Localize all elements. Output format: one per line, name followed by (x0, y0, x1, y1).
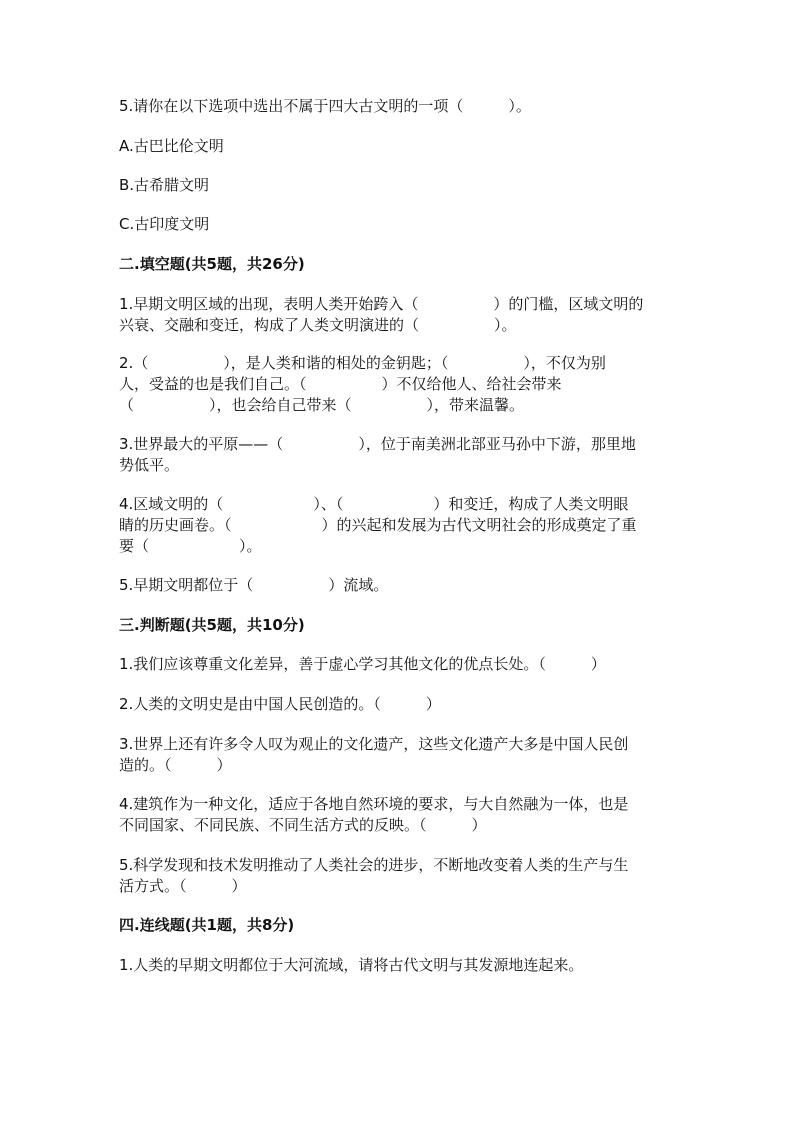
option-b: B.古希腊文明 (119, 176, 210, 194)
judge-q3-line1: 3.世界上还有许多令人叹为观止的文化遗产，这些文化遗产大多是中国人民创 (119, 735, 629, 753)
judge-section-heading: 三.判断题(共5题，共10分) (119, 616, 305, 634)
fill-q2-line1: 2.（ ），是人类和谐的相处的金钥匙；（ ），不仅为别 (119, 354, 606, 372)
judge-q4-line2: 不同国家、不同民族、不同生活方式的反映。（ ） (119, 816, 487, 834)
judge-q3-line2: 造的。（ ） (119, 756, 232, 774)
fill-q4-line3: 要（ ）。 (119, 537, 262, 555)
match-section-heading: 四.连线题(共1题，共8分) (119, 916, 295, 934)
fill-q3-line1: 3.世界最大的平原——（ ），位于南美洲北部亚马孙中下游，那里地 (119, 435, 636, 453)
fill-section-heading: 二.填空题(共5题，共26分) (119, 255, 305, 273)
fill-q2-line3: （ ），也会给自己带来（ ），带来温馨。 (119, 396, 525, 414)
fill-q1-line1: 1.早期文明区域的出现，表明人类开始跨入（ ）的门槛，区域文明的 (119, 295, 644, 313)
judge-q2: 2.人类的文明史是由中国人民创造的。（ ） (119, 695, 441, 713)
option-c: C.古印度文明 (119, 215, 210, 233)
fill-q3-line2: 势低平。 (119, 456, 180, 474)
fill-q4-line2: 睛的历史画卷。（ ）的兴起和发展为古代文明社会的形成奠定了重 (119, 516, 637, 534)
option-a: A.古巴比伦文明 (119, 137, 224, 155)
match-q1: 1.人类的早期文明都位于大河流域，请将古代文明与其发源地连起来。 (119, 956, 584, 974)
judge-q5-line2: 活方式。（ ） (119, 877, 247, 895)
judge-q4-line1: 4.建筑作为一种文化，适应于各地自然环境的要求，与大自然融为一体，也是 (119, 795, 629, 813)
fill-q1-line2: 兴衰、交融和变迁，构成了人类文明演进的（ ）。 (119, 316, 517, 334)
fill-q4-line1: 4.区域文明的（ ）、（ ）和变迁，构成了人类文明眼 (119, 495, 629, 513)
judge-q5-line1: 5.科学发现和技术发明推动了人类社会的进步，不断地改变着人类的生产与生 (119, 856, 629, 874)
judge-q1: 1.我们应该尊重文化差异，善于虚心学习其他文化的优点长处。（ ） (119, 655, 606, 673)
fill-q5: 5.早期文明都位于（ ）流域。 (119, 576, 389, 594)
mc-question-5: 5.请你在以下选项中选出不属于四大古文明的一项（ ）。 (119, 97, 531, 115)
fill-q2-line2: 人，受益的也是我们自己。（ ）不仅给他人、给社会带来 (119, 375, 562, 393)
